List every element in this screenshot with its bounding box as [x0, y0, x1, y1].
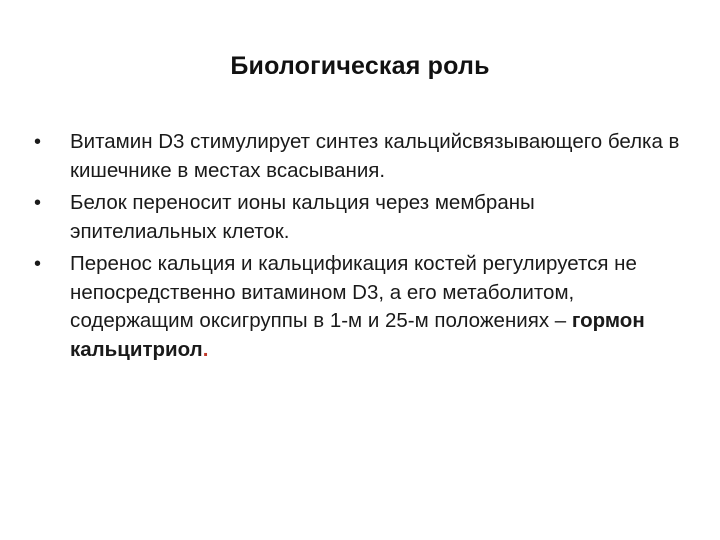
bullet-list [32, 128, 682, 368]
bullet-text: Белок переносит ионы кальция через мембраны эпителиальных клеток. [70, 191, 535, 243]
bullet-dot-icon: • [34, 131, 42, 153]
end-period: . [202, 337, 209, 361]
bullet-item [32, 250, 682, 364]
bullet-item [32, 128, 682, 185]
bullet-item [32, 189, 682, 246]
bullet-text: Перенос кальция и кальцификация костей регулируется не непосредственно витамином D3, а его метаболитом, содержащим оксигруппы в 1-м и 25-м положениях – [70, 252, 637, 332]
bullet-dot-icon: • [34, 192, 42, 214]
bullet-text: Витамин D3 стимулирует синтез кальцийсвязывающего белка в кишечнике в местах всасывания. [70, 130, 680, 182]
hormone-name: гормон кальцитриол [70, 309, 645, 361]
slide-title: Биологическая роль [230, 52, 490, 80]
bullet-dot-icon: • [34, 253, 42, 275]
